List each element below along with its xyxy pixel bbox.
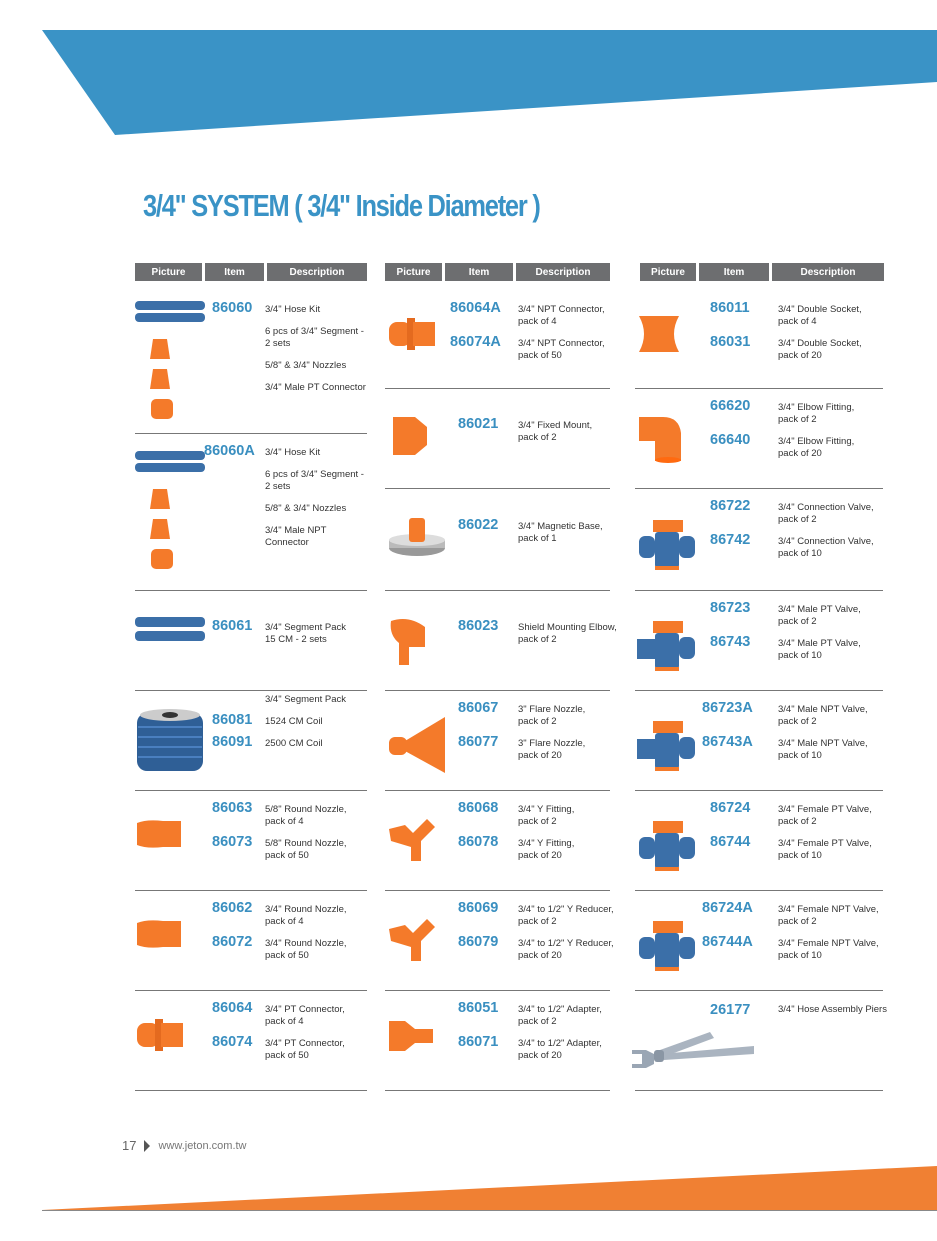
catalog-row — [385, 290, 610, 389]
item-number: 86724A — [702, 900, 753, 916]
item-description: 3/4" to 1/2" Y Reducer, — [518, 938, 614, 949]
catalog-column-1 — [135, 263, 367, 281]
item-description: 3/4" Double Socket, — [778, 304, 862, 315]
elbow-picture — [637, 413, 687, 468]
item-number: 86744A — [702, 934, 753, 950]
catalog-row — [135, 690, 367, 791]
item-description: 3/4" Female PT Valve, — [778, 804, 872, 815]
item-number: 86081 — [212, 712, 253, 728]
adapter-picture — [387, 1015, 437, 1060]
bottom-orange-banner — [0, 1150, 937, 1220]
item-description: 3/4" Fixed Mount, — [518, 420, 593, 431]
page-title: 3/4" SYSTEM ( 3/4" Inside Diameter ) — [143, 188, 540, 223]
item-description: pack of 20 — [518, 1050, 562, 1061]
catalog-row — [385, 990, 610, 1091]
item-description: 2 sets — [265, 338, 291, 349]
item-description: 3/4" Double Socket, — [778, 338, 862, 349]
pliers-picture — [630, 1028, 760, 1083]
item-description: pack of 4 — [518, 316, 557, 327]
catalog-row — [385, 590, 617, 691]
catalog-row — [635, 790, 883, 891]
item-description: pack of 4 — [265, 816, 304, 827]
catalog-row — [385, 890, 614, 991]
item-description: pack of 2 — [778, 616, 817, 627]
item-number: 66620 — [710, 398, 751, 414]
item-description: 6 pcs of 3/4" Segment - — [265, 326, 364, 337]
y-fitting-picture — [387, 915, 437, 970]
item-description: pack of 2 — [778, 916, 817, 927]
item-description: Shield Mounting Elbow, — [518, 622, 617, 633]
item-description: 3/4" Hose Kit — [265, 447, 321, 458]
item-description: 3/4" NPT Connector, — [518, 338, 605, 349]
fixed-mount-picture — [387, 413, 432, 463]
coil-picture — [135, 705, 205, 780]
item-number: 86074 — [212, 1034, 253, 1050]
header-picture: Picture — [385, 263, 442, 281]
item-description: pack of 2 — [778, 414, 817, 425]
magnetic-base-picture — [387, 514, 447, 564]
table-header — [385, 263, 617, 281]
item-number: 86023 — [458, 618, 499, 634]
item-description: pack of 20 — [518, 950, 562, 961]
item-number: 86022 — [458, 517, 499, 533]
connector-picture — [135, 1015, 185, 1060]
item-description: 3/4" Male PT Valve, — [778, 604, 861, 615]
item-number: 86067 — [458, 700, 499, 716]
item-description: 3/4" Segment Pack — [265, 622, 347, 633]
item-description: 3/4" to 1/2" Y Reducer, — [518, 904, 614, 915]
item-description: pack of 2 — [778, 816, 817, 827]
header-picture: Picture — [640, 263, 696, 281]
item-description: pack of 2 — [518, 916, 557, 927]
item-description: pack of 2 — [518, 432, 557, 443]
catalog-row — [135, 433, 367, 591]
item-description: 2500 CM Coil — [265, 738, 323, 749]
catalog-row — [135, 290, 367, 434]
valve-picture — [637, 915, 697, 980]
item-description: 5/8" & 3/4" Nozzles — [265, 360, 347, 371]
item-description: pack of 2 — [518, 1016, 557, 1027]
connector-picture — [387, 314, 437, 359]
item-number: 86062 — [212, 900, 253, 916]
item-description: 5/8" Round Nozzle, — [265, 804, 347, 815]
item-description: 3/4" Hose Kit — [265, 304, 321, 315]
catalog-row — [635, 690, 883, 791]
item-description: pack of 4 — [265, 916, 304, 927]
hose-kit-picture — [135, 447, 205, 582]
catalog-row — [135, 590, 367, 691]
item-number: 86072 — [212, 934, 253, 950]
item-description: 3/4" Male NPT Valve, — [778, 738, 868, 749]
item-number: 86744 — [710, 834, 751, 850]
catalog-row — [635, 990, 887, 1091]
item-number: 86743A — [702, 734, 753, 750]
catalog-row — [385, 388, 610, 489]
item-description: 1524 CM Coil — [265, 716, 323, 727]
item-number: 86723A — [702, 700, 753, 716]
item-description: pack of 50 — [265, 950, 309, 961]
item-number: 86031 — [710, 334, 751, 350]
item-description: 3/4" Female NPT Valve, — [778, 938, 879, 949]
catalog-row — [635, 388, 883, 489]
catalog-row — [135, 890, 367, 991]
item-description: 3/4" Magnetic Base, — [518, 521, 603, 532]
shield-elbow-picture — [387, 615, 432, 675]
item-description: 3/4" Elbow Fitting, — [778, 402, 855, 413]
header-description: Description — [516, 263, 610, 281]
item-number: 86063 — [212, 800, 253, 816]
valve-male-picture — [637, 715, 697, 780]
item-number: 86743 — [710, 634, 751, 650]
item-number: 86064A — [450, 300, 501, 316]
item-number: 86091 — [212, 734, 253, 750]
item-number: 86077 — [458, 734, 499, 750]
top-blue-banner — [0, 0, 937, 140]
item-description: pack of 10 — [778, 750, 822, 761]
item-description: Connector — [265, 537, 309, 548]
item-description: 3/4" Hose Assembly Piers — [778, 1004, 887, 1015]
header-description: Description — [772, 263, 884, 281]
item-description: pack of 2 — [778, 514, 817, 525]
item-description: pack of 50 — [265, 850, 309, 861]
item-description: 3/4" PT Connector, — [265, 1004, 345, 1015]
item-description: pack of 10 — [778, 950, 822, 961]
item-description: 3/4" PT Connector, — [265, 1038, 345, 1049]
item-description: 3/4" Female NPT Valve, — [778, 904, 879, 915]
item-number: 86742 — [710, 532, 751, 548]
item-number: 86078 — [458, 834, 499, 850]
item-description: pack of 2 — [518, 816, 557, 827]
catalog-row — [635, 290, 883, 389]
item-description: pack of 20 — [518, 850, 562, 861]
item-description: 3" Flare Nozzle, — [518, 704, 586, 715]
round-nozzle-picture — [135, 915, 185, 960]
item-description: 3/4" Connection Valve, — [778, 502, 874, 513]
item-number: 86011 — [710, 300, 750, 316]
item-description: 3/4" Round Nozzle, — [265, 904, 347, 915]
round-nozzle-picture — [135, 815, 185, 860]
catalog-column-3 — [640, 263, 885, 281]
flare-nozzle-picture — [387, 715, 447, 780]
item-description: pack of 2 — [518, 716, 557, 727]
item-description: 3/4" Segment Pack — [265, 694, 347, 705]
item-description: 3/4" to 1/2" Adapter, — [518, 1004, 602, 1015]
catalog-row — [635, 890, 883, 991]
catalog-row — [385, 488, 610, 591]
item-description: 3/4" Male PT Valve, — [778, 638, 861, 649]
segments-picture — [135, 615, 205, 650]
item-number: 66640 — [710, 432, 751, 448]
item-description: pack of 1 — [518, 533, 557, 544]
item-description: pack of 20 — [778, 350, 822, 361]
item-number: 86051 — [458, 1000, 499, 1016]
website-link[interactable]: www.jeton.com.tw — [158, 1139, 247, 1152]
item-description: 3/4" Y Fitting, — [518, 804, 575, 815]
item-description: pack of 4 — [265, 1016, 304, 1027]
item-number: 86073 — [212, 834, 253, 850]
catalog-row — [135, 990, 367, 1091]
valve-picture — [637, 815, 697, 880]
hose-kit-picture — [135, 297, 205, 432]
valve-picture — [637, 514, 697, 579]
item-description: 3/4" Male NPT Valve, — [778, 704, 868, 715]
catalog-row — [135, 790, 367, 891]
y-fitting-picture — [387, 815, 437, 870]
item-number: 86061 — [212, 618, 253, 634]
catalog-row — [385, 690, 610, 791]
valve-male-picture — [637, 615, 697, 680]
item-description: pack of 10 — [778, 850, 822, 861]
item-description: 15 CM - 2 sets — [265, 634, 327, 645]
item-description: 5/8" Round Nozzle, — [265, 838, 347, 849]
item-number: 86060A — [204, 443, 255, 459]
item-description: 3/4" Y Fitting, — [518, 838, 575, 849]
item-description: 3/4" Male NPT — [265, 525, 327, 536]
catalog-column-2 — [385, 263, 617, 281]
item-number: 86069 — [458, 900, 499, 916]
item-number: 86079 — [458, 934, 499, 950]
item-description: pack of 20 — [518, 750, 562, 761]
page-number: 17 — [122, 1138, 137, 1153]
catalog-row — [385, 790, 610, 891]
header-item: Item — [445, 263, 513, 281]
item-description: 3/4" Round Nozzle, — [265, 938, 347, 949]
double-socket-picture — [637, 314, 682, 359]
item-description: 3/4" NPT Connector, — [518, 304, 605, 315]
item-description: pack of 10 — [778, 548, 822, 559]
header-description: Description — [267, 263, 367, 281]
item-description: 5/8" & 3/4" Nozzles — [265, 503, 347, 514]
item-description: pack of 50 — [518, 350, 562, 361]
table-header — [640, 263, 885, 281]
header-item: Item — [699, 263, 769, 281]
item-description: 3" Flare Nozzle, — [518, 738, 586, 749]
catalog-row — [635, 488, 883, 591]
header-item: Item — [205, 263, 264, 281]
header-picture: Picture — [135, 263, 202, 281]
item-description: 3/4" Female PT Valve, — [778, 838, 872, 849]
item-number: 86021 — [458, 416, 499, 432]
item-description: pack of 2 — [778, 716, 817, 727]
item-description: 3/4" Connection Valve, — [778, 536, 874, 547]
item-number: 26177 — [710, 1002, 751, 1018]
item-number: 86064 — [212, 1000, 253, 1016]
item-number: 86074A — [450, 334, 501, 350]
item-description: 3/4" to 1/2" Adapter, — [518, 1038, 602, 1049]
catalog-row — [635, 590, 883, 691]
item-number: 86724 — [710, 800, 751, 816]
item-description: pack of 4 — [778, 316, 817, 327]
table-header — [135, 263, 367, 281]
item-number: 86060 — [212, 300, 253, 316]
item-description: 2 sets — [265, 481, 291, 492]
item-number: 86723 — [710, 600, 751, 616]
item-description: pack of 10 — [778, 650, 822, 661]
item-description: pack of 2 — [518, 634, 557, 645]
item-description: 3/4" Male PT Connector — [265, 382, 366, 393]
item-description: pack of 50 — [265, 1050, 309, 1061]
item-description: 6 pcs of 3/4" Segment - — [265, 469, 364, 480]
item-number: 86068 — [458, 800, 499, 816]
item-description: 3/4" Elbow Fitting, — [778, 436, 855, 447]
item-number: 86722 — [710, 498, 751, 514]
item-number: 86071 — [458, 1034, 499, 1050]
item-description: pack of 20 — [778, 448, 822, 459]
